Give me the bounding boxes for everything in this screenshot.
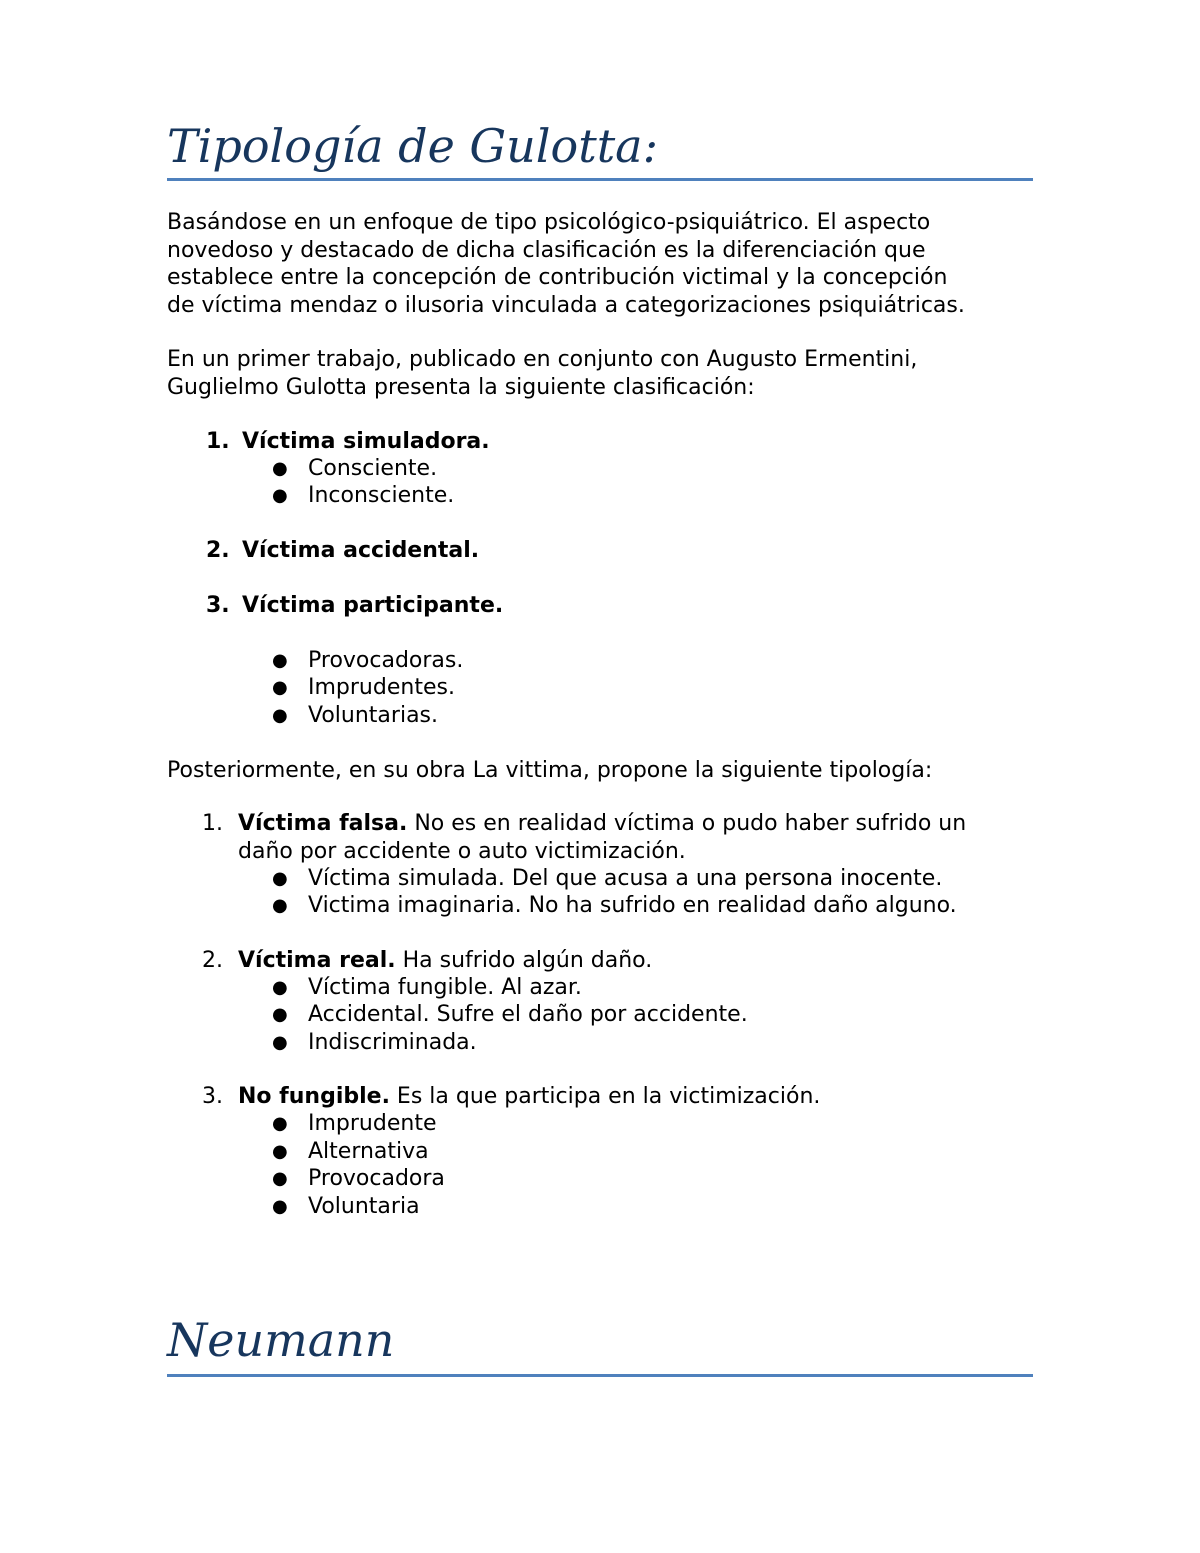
bullet-icon: ●: [272, 1141, 288, 1162]
list2-bullet: Imprudente: [308, 1111, 437, 1136]
list2-number: 3.: [202, 1084, 223, 1109]
section-title-gulotta: Tipología de Gulotta:: [167, 119, 659, 173]
list1-item-label: Víctima accidental.: [242, 538, 480, 563]
bullet-icon: ●: [272, 895, 288, 916]
list1-bullet: Voluntarias.: [308, 703, 439, 728]
bullet-icon: ●: [272, 1196, 288, 1217]
intro-line-2: novedoso y destacado de dicha clasificación es la diferenciación que: [167, 238, 926, 263]
intro-line-1: Basándose en un enfoque de tipo psicológico-psiquiátrico. El aspecto: [167, 210, 931, 235]
list2-bullet: Accidental. Sufre el daño por accidente.: [308, 1002, 748, 1027]
list2-item-text: Es la que participa en la victimización.: [389, 1084, 821, 1109]
list2-bullet: Indiscriminada.: [308, 1030, 477, 1055]
bullet-icon: ●: [272, 650, 288, 671]
bullet-icon: ●: [272, 1168, 288, 1189]
list2-item-text: Ha sufrido algún daño.: [395, 948, 653, 973]
bullet-icon: ●: [272, 977, 288, 998]
bullet-icon: ●: [272, 1113, 288, 1134]
bullet-icon: ●: [272, 1032, 288, 1053]
list2-item: [238, 810, 966, 838]
intro-line-4: de víctima mendaz o ilusoria vinculada a categorizaciones psiquiátricas.: [167, 293, 965, 318]
list1-item-label: Víctima participante.: [242, 593, 504, 618]
bullet-icon: ●: [272, 1004, 288, 1025]
bullet-icon: ●: [272, 868, 288, 889]
list2-item-continuation: daño por accidente o auto victimización.: [238, 839, 686, 864]
para2-line-1: En un primer trabajo, publicado en conjunto con Augusto Ermentini,: [167, 347, 918, 372]
list2-bullet: Víctima fungible. Al azar.: [308, 975, 582, 1000]
list2-item-label: No fungible.: [238, 1084, 390, 1109]
list2-bullet: Victima imaginaria. No ha sufrido en realidad daño alguno.: [308, 893, 957, 918]
list2-bullet: Alternativa: [308, 1139, 429, 1164]
bullet-icon: ●: [272, 705, 288, 726]
list1-number: 1.: [206, 429, 230, 454]
list2-bullet: Provocadora: [308, 1166, 445, 1191]
list1-item-label: Víctima simuladora.: [242, 429, 490, 454]
bullet-icon: ●: [272, 677, 288, 698]
para3: Posteriormente, en su obra La vittima, propone la siguiente tipología:: [167, 758, 933, 783]
list2-item-label: Víctima falsa.: [238, 811, 408, 836]
title-underline: [167, 178, 1033, 181]
list2-bullet: Víctima simulada. Del que acusa a una persona inocente.: [308, 866, 943, 891]
list1-bullet: Consciente.: [308, 456, 438, 481]
list2-bullet: Voluntaria: [308, 1194, 420, 1219]
list1-number: 2.: [206, 538, 230, 563]
list2-item: [238, 947, 652, 975]
list1-number: 3.: [206, 593, 230, 618]
list1-bullet: Inconsciente.: [308, 483, 455, 508]
title-underline: [167, 1374, 1033, 1377]
bullet-icon: ●: [272, 458, 288, 479]
list1-bullet: Imprudentes.: [308, 675, 455, 700]
list2-item-text: No es en realidad víctima o pudo haber sufrido un: [407, 811, 967, 836]
list2-number: 2.: [202, 948, 223, 973]
bullet-icon: ●: [272, 485, 288, 506]
list2-item: [238, 1083, 820, 1111]
para2-line-2: Guglielmo Gulotta presenta la siguiente clasificación:: [167, 375, 755, 400]
section-title-neumann: Neumann: [167, 1313, 395, 1367]
list2-number: 1.: [202, 811, 223, 836]
list2-item-label: Víctima real.: [238, 948, 396, 973]
intro-line-3: establece entre la concepción de contribución victimal y la concepción: [167, 265, 948, 290]
list1-bullet: Provocadoras.: [308, 648, 464, 673]
